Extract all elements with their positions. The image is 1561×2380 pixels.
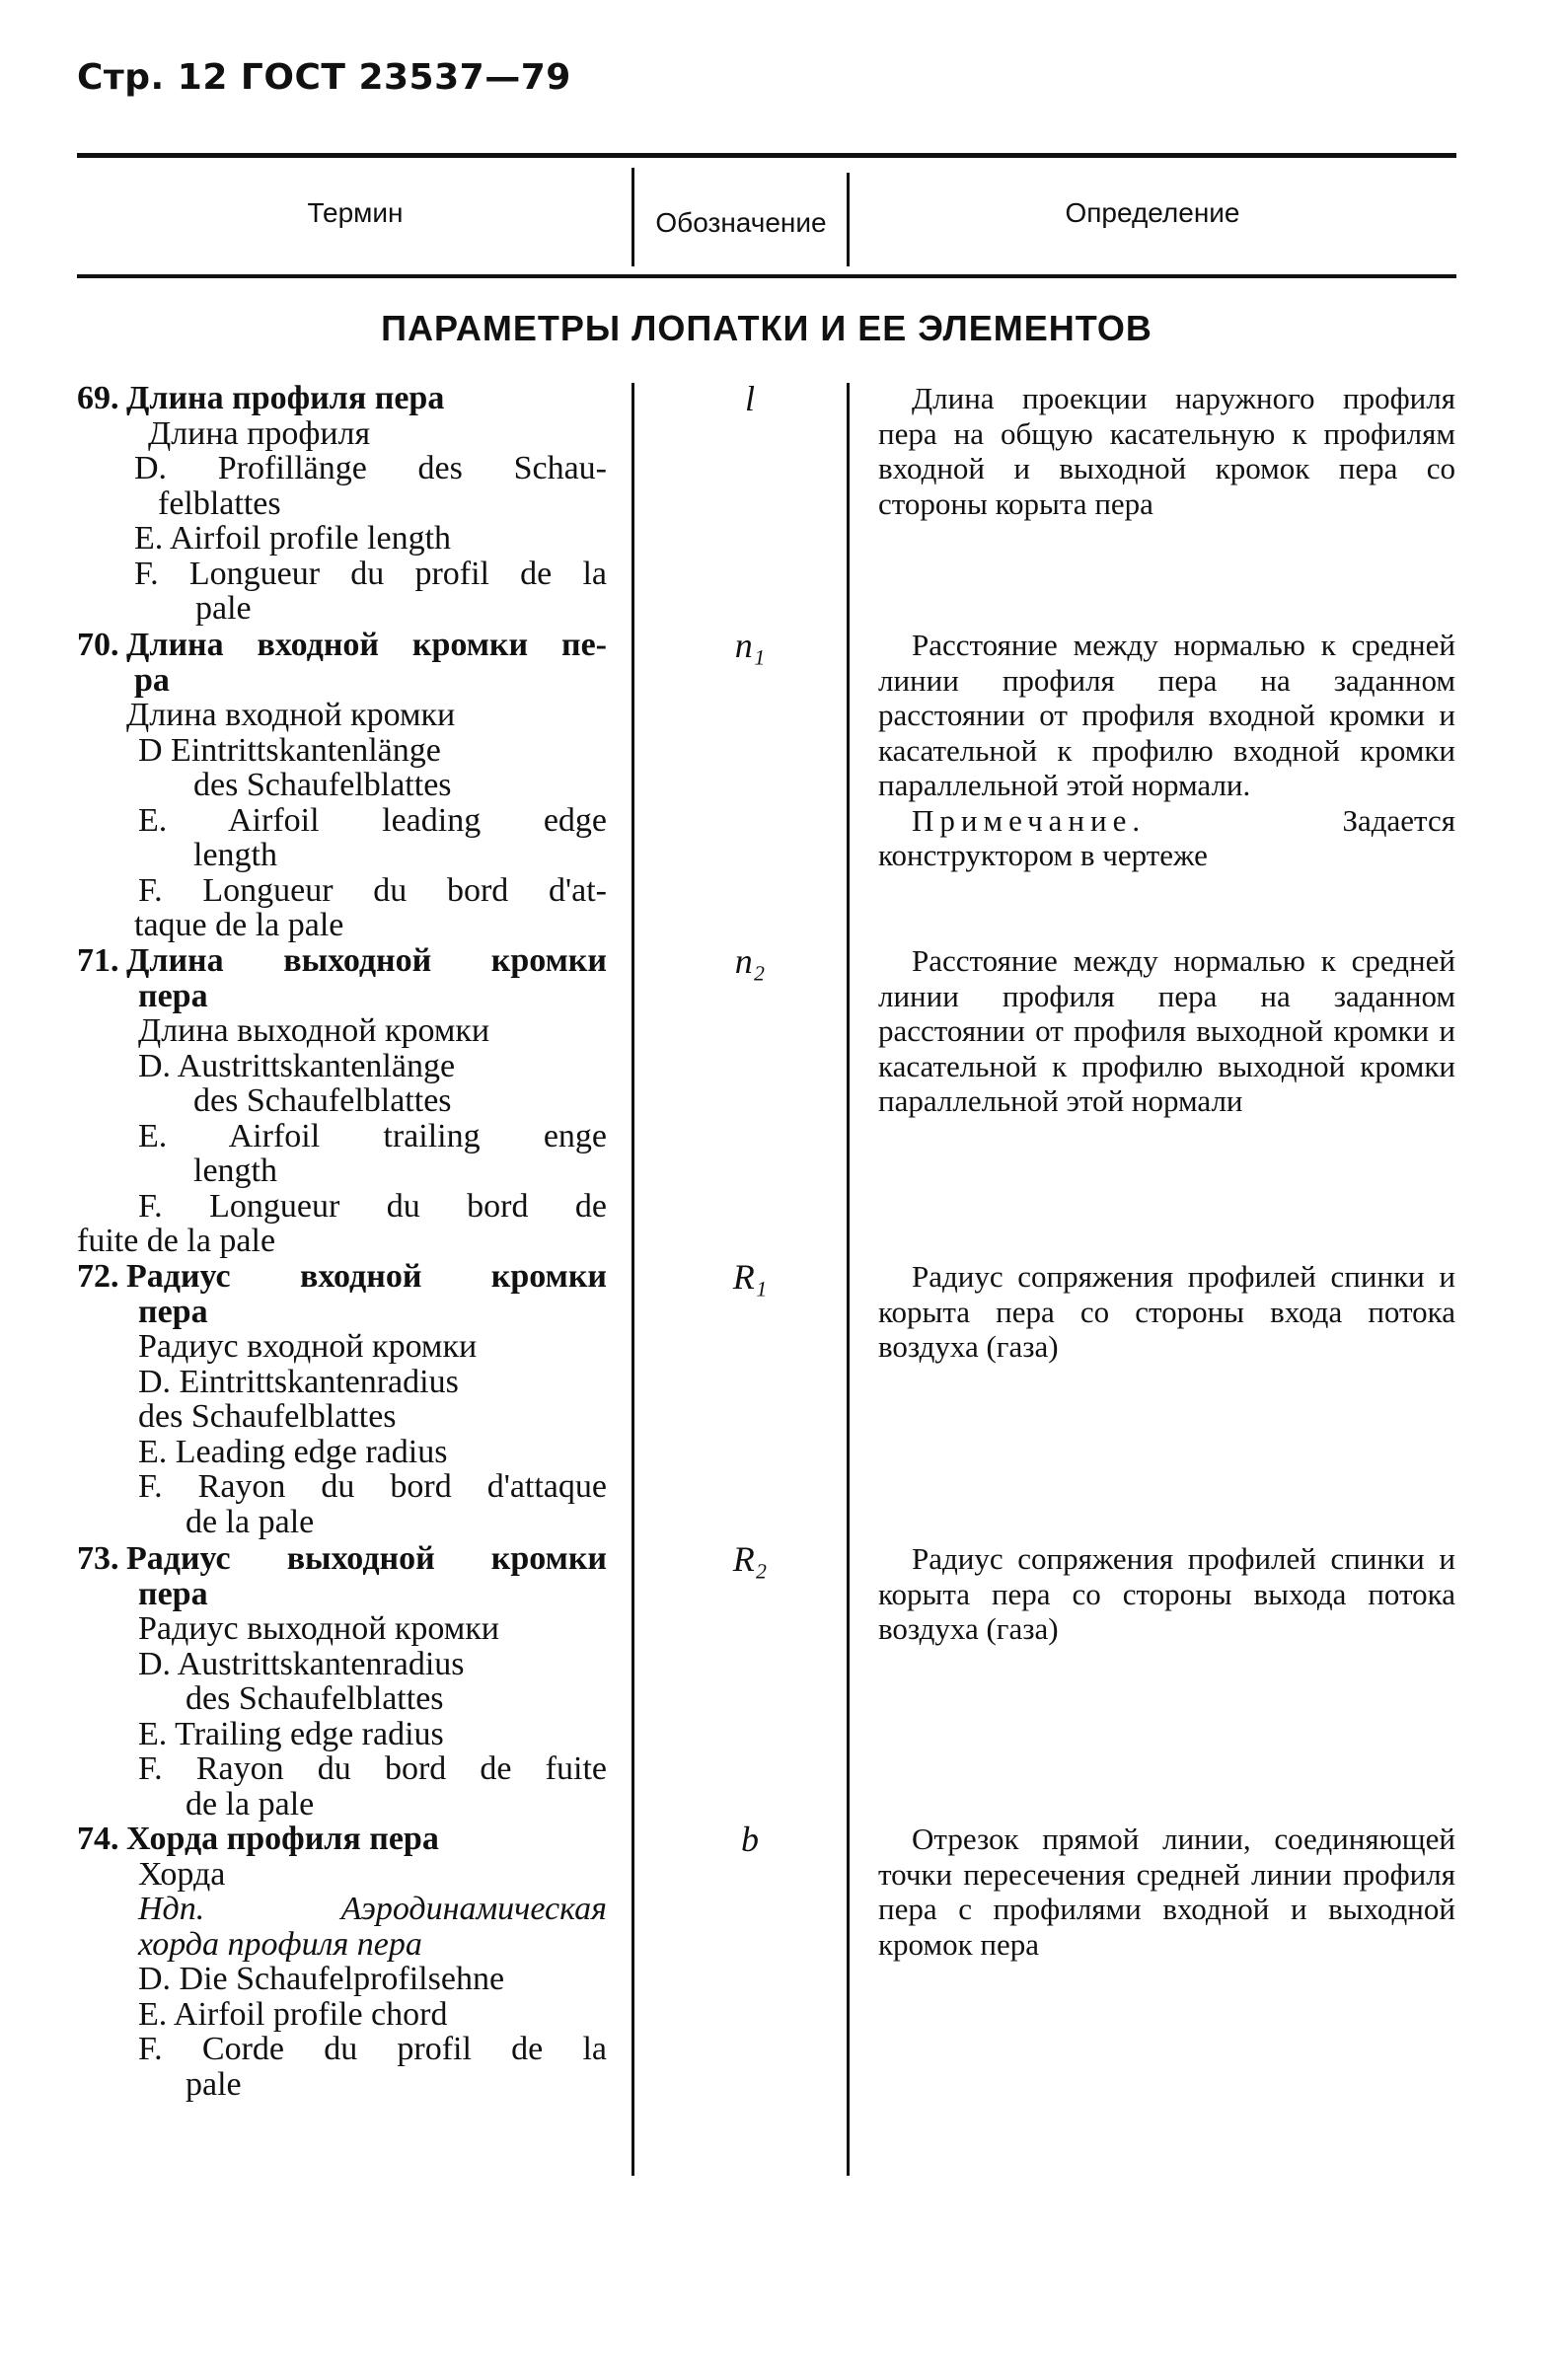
term-german: D. Austrittskantenradius — [138, 1645, 465, 1682]
term-french: F. Rayon du bord de fuite — [138, 1750, 607, 1787]
term-english: E. Leading edge radius — [138, 1433, 448, 1470]
entry-number: 74. — [77, 1821, 119, 1857]
term-french: F. Longueur du bord d'at- — [138, 871, 607, 909]
top-rule — [77, 153, 1456, 158]
definition-cell — [878, 381, 1455, 521]
definition-text: Расстояние между нормалью к средней линии профиля пера на заданном расстоянии от профиля входной кромки и касательной к профилю входной кромки параллельной этой нормали. — [878, 628, 1455, 802]
column-header-definition: Определение — [1065, 197, 1240, 228]
term-german: D. Austrittskantenlänge — [138, 1047, 456, 1084]
term-german-cont: des Schaufelblattes — [186, 1680, 444, 1717]
term-german: D. Die Schaufelprofilsehne — [138, 1961, 505, 1997]
term-german-cont: des Schaufelblattes — [193, 1082, 452, 1119]
section-title: ПАРАМЕТРЫ ЛОПАТКИ И ЕЕ ЭЛЕМЕНТОВ — [381, 308, 1152, 348]
term-title-cont: ра — [134, 661, 170, 699]
term-synonym: Радиус выходной кромки — [138, 1610, 499, 1647]
page-header: Стр. 12 ГОСТ 23537—79 — [77, 57, 571, 98]
column-header-symbol: Обозначение — [655, 207, 827, 238]
term-german-cont: felblattes — [158, 484, 281, 522]
term-synonym: Длина выходной кромки — [138, 1012, 490, 1049]
term-german: D. Profillänge des Schau- — [134, 450, 607, 486]
term-french-cont: de la pale — [186, 1503, 315, 1540]
term-french: F. Longueur du bord de — [138, 1187, 607, 1225]
term-french: F. Longueur du profil de la — [134, 555, 607, 592]
entry-number: 70. — [77, 627, 119, 663]
term-cell — [77, 1259, 607, 1539]
term-title: Радиус выходной кромки — [126, 1540, 607, 1577]
definition-cell — [878, 628, 1455, 873]
entry-number: 71. — [77, 942, 119, 979]
term-french: F. Corde du profil de la — [138, 2031, 607, 2067]
symbol-cell: n₁ — [734, 626, 766, 665]
term-title-cont: пера — [138, 1575, 208, 1612]
term-synonym: Хорда — [138, 1855, 226, 1893]
entry-number: 72. — [77, 1258, 119, 1295]
term-english-cont: length — [193, 1153, 277, 1189]
term-synonym: Радиус входной кромки — [138, 1328, 478, 1365]
term-cell — [77, 381, 607, 627]
term-cell — [77, 943, 607, 1259]
definition-cell — [878, 1822, 1455, 1962]
term-synonym: Длина профиля — [148, 414, 371, 452]
term-german-cont: des Schaufelblattes — [193, 767, 452, 803]
term-not-allowed-cont: хорда профиля пера — [138, 1925, 422, 1963]
term-german: D. Eintrittskantenradius — [138, 1363, 459, 1400]
entry-number: 73. — [77, 1540, 119, 1577]
term-title-cont: пера — [138, 977, 208, 1014]
definition-note — [878, 803, 1455, 873]
term-english: E. Airfoil trailing enge — [138, 1117, 607, 1154]
term-title-cont: пера — [138, 1293, 208, 1330]
symbol-cell: n₂ — [734, 941, 766, 981]
term-title: Длина входной кромки пе- — [126, 627, 607, 663]
column-header-term: Термин — [307, 197, 404, 228]
term-cell — [77, 628, 607, 943]
note-label: Примечание. — [912, 802, 1147, 838]
definition-text: Длина проекции наружного профиля пера на общую касательную к профилям входной и выходной кромок пера со стороны корыта пера — [878, 381, 1455, 521]
term-english: E. Airfoil profile chord — [138, 1995, 448, 2033]
term-title: Длина выходной кромки — [126, 942, 607, 979]
term-cell — [77, 1822, 607, 2102]
definition-text: Расстояние между нормалью к средней линии профиля пера на заданном расстоянии от профиля выходной кромки и касательной к профилю выходной кромки параллельной этой нормали — [878, 943, 1455, 1118]
term-english-cont: length — [193, 837, 277, 873]
definition-text: Радиус сопряжения профилей спинки и корыта пера со стороны входа потока воздуха (газа) — [878, 1259, 1455, 1364]
definition-text: Отрезок прямой линии, соединяющей точки пересечения средней линии профиля пера с профилями входной и выходной кромок пера — [878, 1822, 1455, 1962]
term-not-allowed: Ндп. Аэродинамическая — [138, 1891, 607, 1927]
term-title: Радиус входной кромки — [126, 1258, 607, 1295]
definition-cell — [878, 1259, 1455, 1365]
term-title: Длина профиля пера — [126, 380, 445, 416]
term-synonym: Длина входной кромки — [126, 697, 456, 733]
term-english: E. Airfoil profile length — [134, 520, 452, 557]
term-french-cont: fuite de la pale — [77, 1223, 276, 1259]
term-french-cont: pale — [195, 590, 252, 627]
term-french-cont: pale — [186, 2065, 242, 2103]
symbol-cell: R₁ — [732, 1257, 768, 1297]
term-french-cont: de la pale — [186, 1785, 315, 1822]
symbol-cell: R₂ — [732, 1539, 768, 1579]
symbol-cell: b — [741, 1820, 759, 1859]
header-bottom-rule — [77, 274, 1456, 278]
symbol-cell: l — [744, 379, 755, 418]
note-text: Задается конструктором в чертеже — [878, 802, 1455, 872]
term-german-cont: des Schaufelblattes — [138, 1398, 397, 1435]
term-cell — [77, 1541, 607, 1822]
term-english: E. Airfoil leading edge — [138, 801, 607, 839]
entry-number: 69. — [77, 380, 119, 416]
term-english: E. Trailing edge radius — [138, 1715, 444, 1752]
term-german: D Eintrittskantenlänge — [138, 731, 441, 769]
column-divider-1 — [632, 383, 634, 2176]
term-french: F. Rayon du bord d'attaque — [138, 1468, 607, 1505]
term-french-cont: taque de la pale — [134, 907, 344, 943]
definition-text: Радиус сопряжения профилей спинки и корыта пера со стороны выхода потока воздуха (газа) — [878, 1541, 1455, 1646]
term-title: Хорда профиля пера — [126, 1821, 439, 1857]
definition-cell — [878, 943, 1455, 1119]
definition-cell — [878, 1541, 1455, 1647]
